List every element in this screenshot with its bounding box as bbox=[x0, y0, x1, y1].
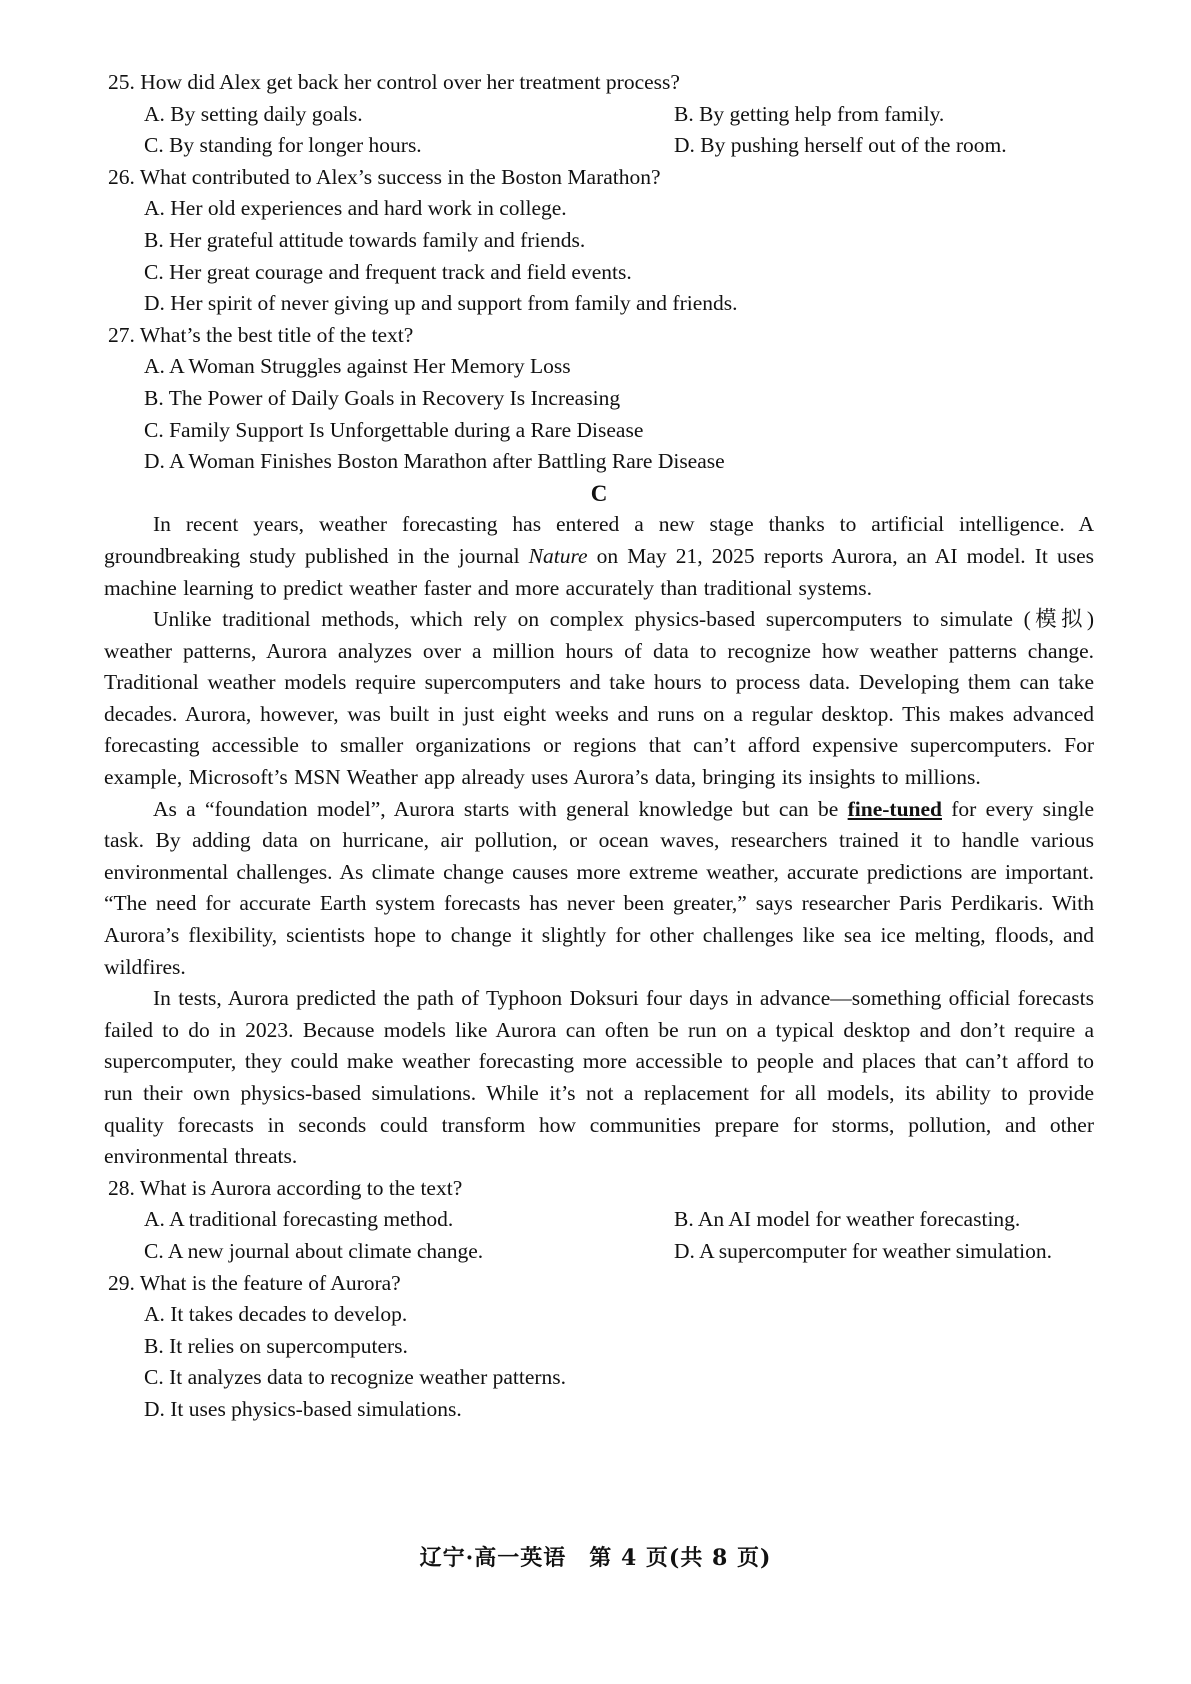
option-b: B. It relies on supercomputers. bbox=[144, 1333, 408, 1358]
question-stem: 28. What is Aurora according to the text? bbox=[108, 1175, 463, 1200]
option-c: C. Her great courage and frequent track and field events. bbox=[144, 259, 632, 284]
option-b: B. By getting help from family. bbox=[674, 101, 945, 126]
option-d: D. A supercomputer for weather simulation. bbox=[674, 1238, 1052, 1263]
option-c: C. It analyzes data to recognize weather patterns. bbox=[144, 1365, 567, 1390]
option-d: D. It uses physics-based simulations. bbox=[144, 1396, 462, 1421]
section-heading: C bbox=[590, 480, 608, 506]
paragraph-text: on May 21, 2025 reports Aurora, an AI model. It uses machine learning to predict weather faster and more accurately than traditional systems. bbox=[104, 543, 1094, 600]
question-25 bbox=[104, 67, 1094, 162]
option-a: A. It takes decades to develop. bbox=[144, 1302, 408, 1327]
option-c: C. A new journal about climate change. bbox=[144, 1238, 484, 1263]
passage-paragraph-2: Unlike traditional methods, which rely on complex physics-based supercomputers to simulate (模拟) weather patterns, Aurora analyzes over a million hours of data to recognize how weather patterns change. Traditional weather models require supercomputers and take hours to process data. Developing them can take decades. Aurora, however, was built in just eight weeks and runs on a regular desktop. This makes advanced forecasting accessible to smaller organizations or regions that can’t afford expensive supercomputers. For example, Microsoft’s MSN Weather app already uses Aurora’s data, bringing its insights to millions. bbox=[104, 607, 1094, 790]
option-a: A. A Woman Struggles against Her Memory Loss bbox=[144, 354, 571, 379]
option-row bbox=[104, 130, 1094, 162]
option-c: C. Family Support Is Unforgettable during a Rare Disease bbox=[144, 417, 644, 442]
option-row bbox=[104, 99, 1094, 131]
question-29 bbox=[104, 1268, 1094, 1426]
option-c: C. By standing for longer hours. bbox=[144, 133, 422, 158]
journal-name: Nature bbox=[528, 543, 588, 568]
question-26 bbox=[104, 162, 1094, 320]
paragraph-text: In recent years, weather forecasting has entered a new stage thanks to artificial intelligence. A groundbreaking study published in the journal bbox=[104, 512, 1094, 568]
option-row bbox=[104, 1204, 1094, 1236]
question-stem: 25. How did Alex get back her control over her treatment process? bbox=[108, 70, 680, 94]
option-d: D. A Woman Finishes Boston Marathon after Battling Rare Disease bbox=[144, 449, 725, 474]
passage-paragraph-3 bbox=[104, 794, 1094, 984]
question-27 bbox=[104, 320, 1094, 478]
option-d: D. By pushing herself out of the room. bbox=[674, 133, 1007, 158]
paragraph-text: for every single task. By adding data on hurricane, air pollution, or ocean waves, researchers trained it to handle various environmental challenges. As climate change causes more extreme weather, accurate predictions are important. “The need for accurate Earth system forecasts has never been greater,” says researcher Paris Perdikaris. With Aurora’s flexibility, scientists hope to change it slightly for other challenges like sea ice melting, floods, and wildfires. bbox=[104, 796, 1095, 979]
underlined-word: fine-tuned bbox=[847, 796, 942, 821]
option-b: B. The Power of Daily Goals in Recovery Is Increasing bbox=[144, 385, 621, 410]
question-stem: 27. What’s the best title of the text? bbox=[108, 322, 414, 347]
option-b: B. An AI model for weather forecasting. bbox=[674, 1207, 1021, 1232]
option-row bbox=[104, 1236, 1094, 1268]
option-a: A. Her old experiences and hard work in college. bbox=[144, 196, 567, 221]
page-footer: 辽宁·高一英语 第 4 页(共 8 页) bbox=[419, 1545, 772, 1571]
option-d: D. Her spirit of never giving up and support from family and friends. bbox=[144, 291, 738, 316]
passage-paragraph-4: In tests, Aurora predicted the path of Typhoon Doksuri four days in advance—something official forecasts failed to do in 2023. Because models like Aurora can often be run on a typical desktop and don’t require a supercomputer, they could make weather forecasting more accessible to people and places that can’t afford to run their own physics-based simulations. While it’s not a replacement for all models, its ability to provide quality forecasts in seconds could transform how communities prepare for storms, pollution, and other environmental threats. bbox=[104, 986, 1094, 1169]
option-b: B. Her grateful attitude towards family and friends. bbox=[144, 227, 586, 252]
question-stem: 29. What is the feature of Aurora? bbox=[108, 1270, 401, 1295]
option-a: A. A traditional forecasting method. bbox=[144, 1207, 454, 1232]
paragraph-text: As a “foundation model”, Aurora starts with general knowledge but can be bbox=[153, 796, 848, 821]
page-content bbox=[104, 67, 1094, 1426]
question-stem: 26. What contributed to Alex’s success in the Boston Marathon? bbox=[108, 164, 661, 189]
passage-paragraph-1 bbox=[104, 509, 1094, 604]
option-a: A. By setting daily goals. bbox=[144, 101, 363, 126]
question-28 bbox=[104, 1173, 1094, 1268]
